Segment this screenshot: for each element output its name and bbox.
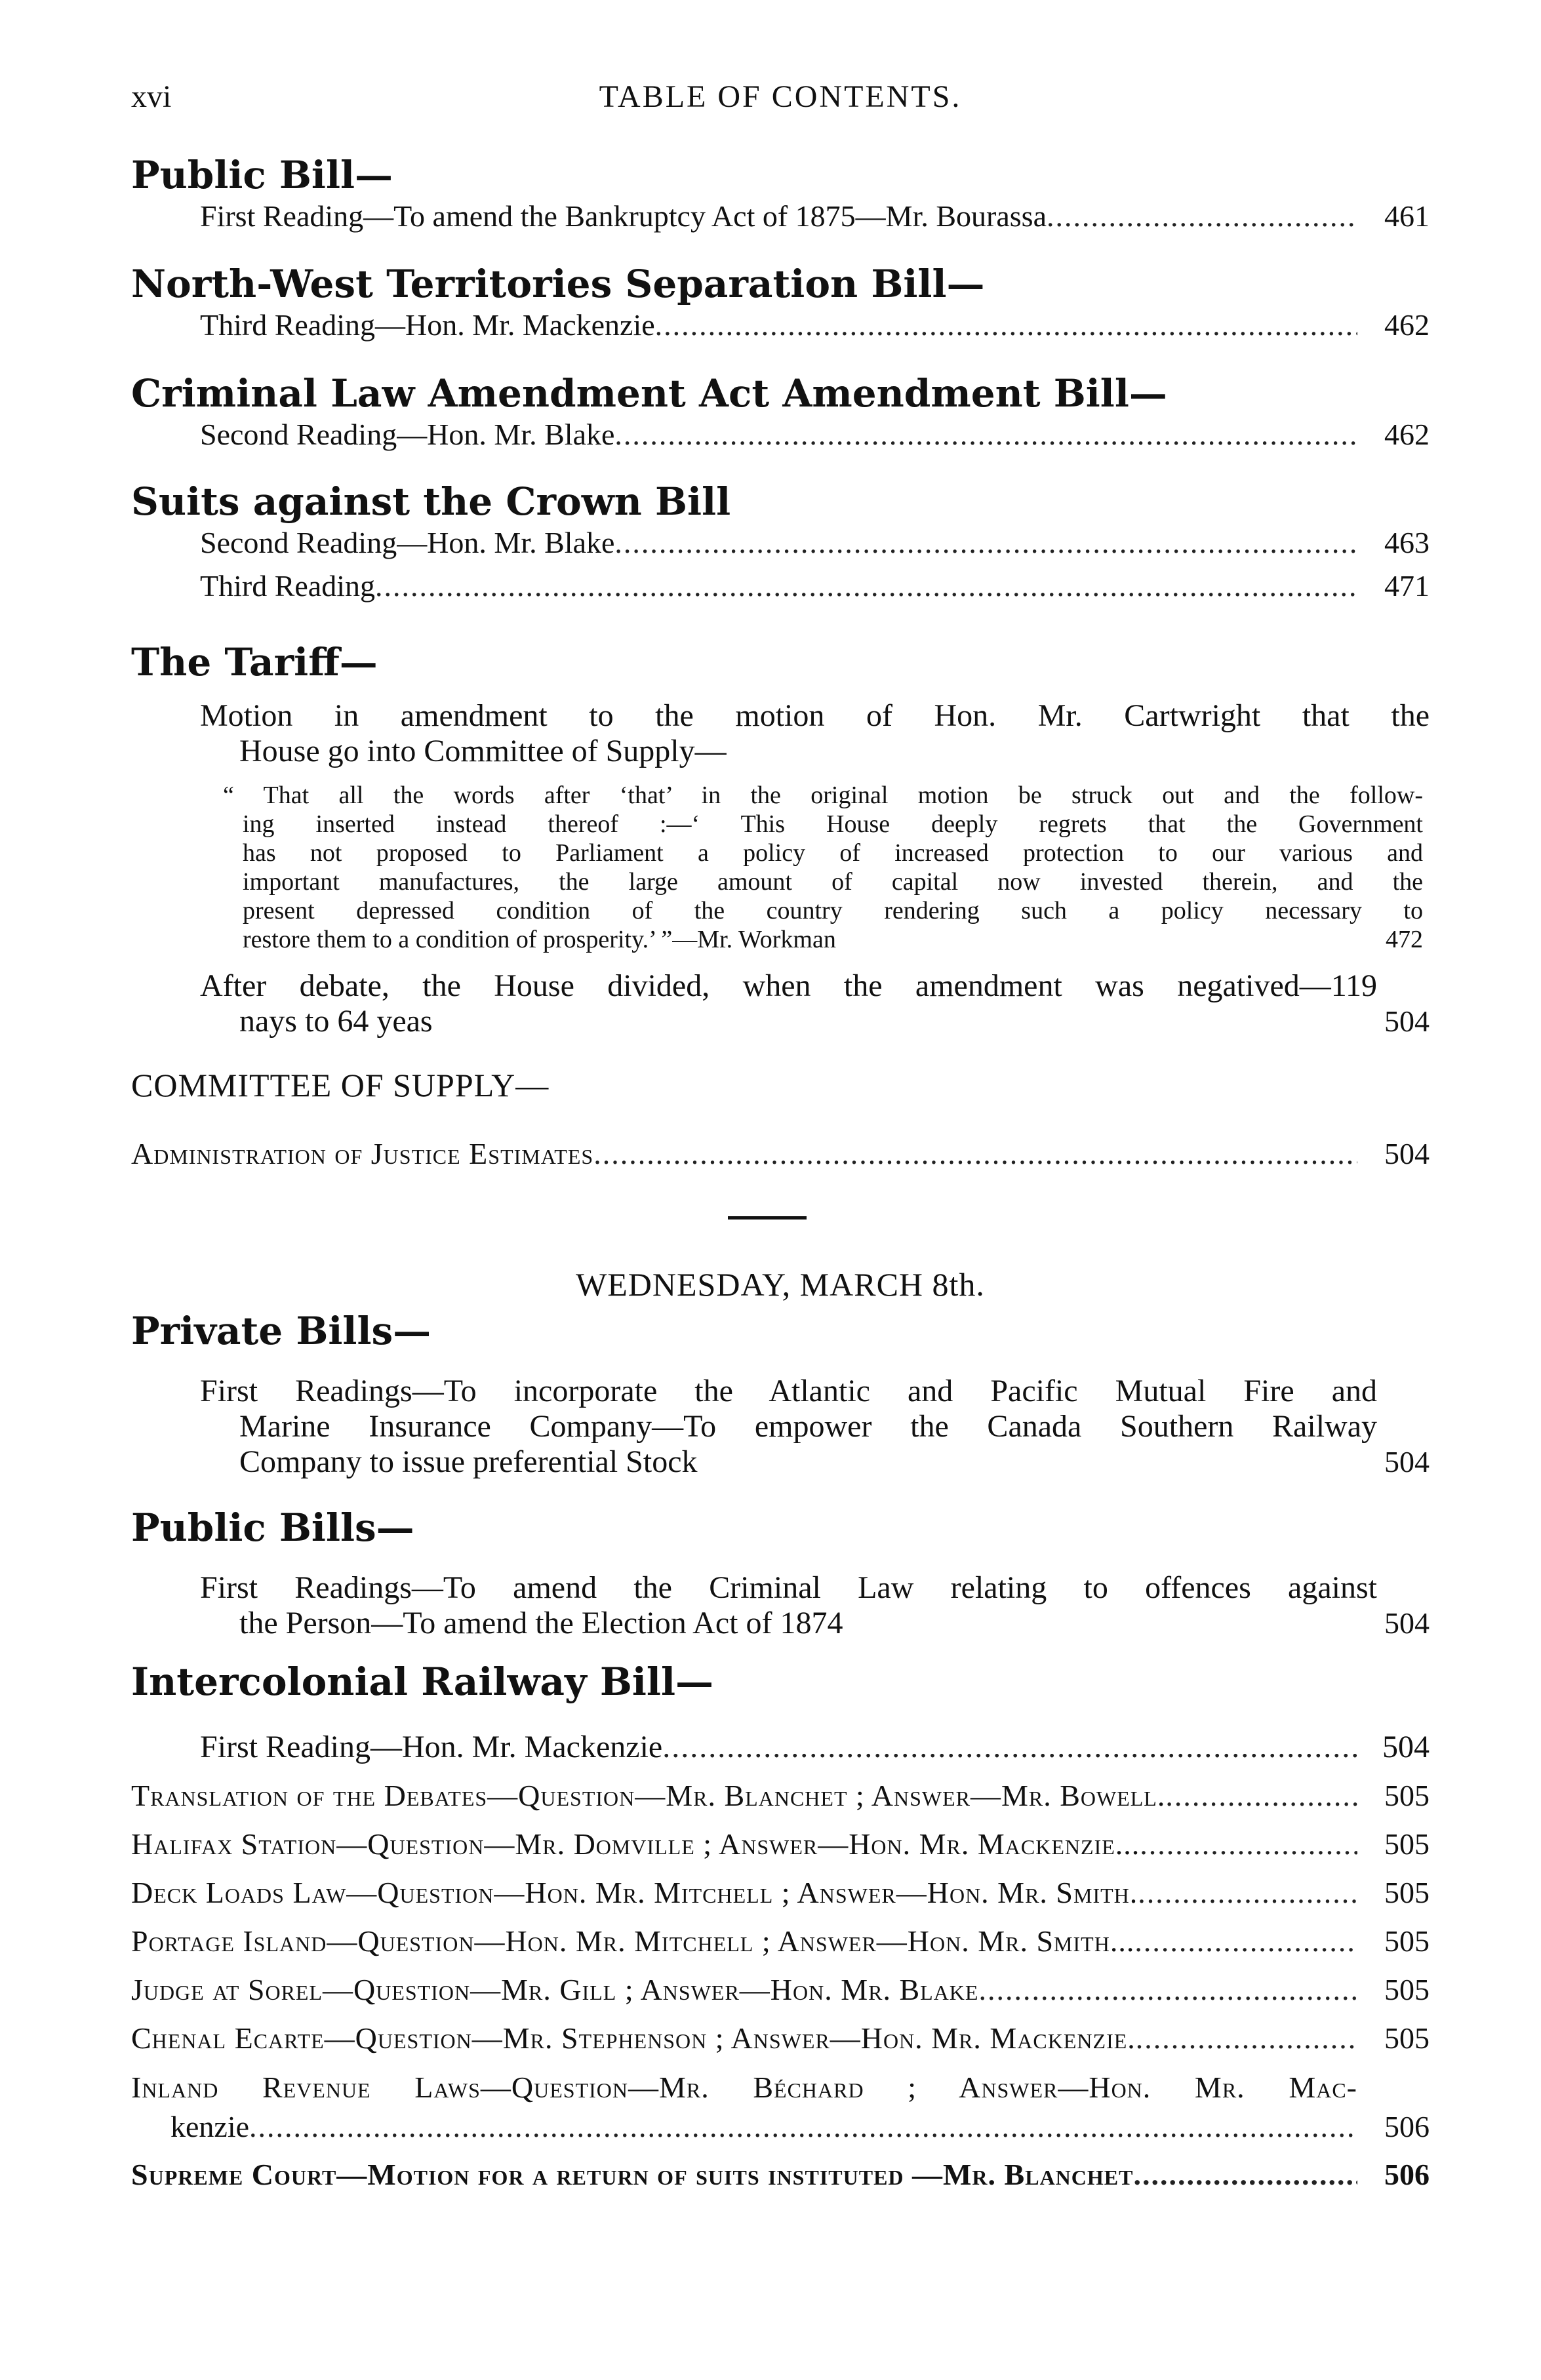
entry-text: Portage Island—Question—Hon. Mr. Mitchell ; Answer—Hon. Mr. Smith...: [131, 1924, 1135, 1958]
page-number: 504: [1384, 1445, 1430, 1478]
toc-entry: [200, 416, 1430, 453]
bill-last-line: [200, 1444, 1430, 1480]
page-number: 472: [1386, 926, 1423, 953]
page-number: 504: [1382, 1730, 1430, 1764]
entry-text: Translation of the Debates—Question—Mr. Blanchet ; Answer—Mr. Bowell.: [131, 1779, 1166, 1812]
section-heading: COMMITTEE OF SUPPLY—: [131, 1067, 550, 1103]
section-heading: Criminal Law Amendment Act Amendment Bill—: [131, 371, 1167, 416]
bill-line: First Readings—To amend the Criminal Law relating to offences against: [200, 1570, 1377, 1605]
page-number: 462: [1384, 418, 1430, 451]
page-number: 506: [1384, 2158, 1430, 2191]
dot-leader: [614, 525, 1357, 561]
section-tariff: [131, 639, 1430, 1039]
toc-entry: [131, 1136, 1430, 1172]
section-heading: Private Bills—: [131, 1309, 431, 1353]
section-heading: North-West Territories Separation Bill—: [131, 262, 985, 306]
quote-line: important manufactures, the large amount of capital now invested therein, and the: [243, 868, 1423, 896]
section-divider: [728, 1216, 807, 1220]
question-entry: [131, 1820, 1430, 1869]
section-criminal-law: [131, 370, 1430, 453]
section-heading: Public Bills—: [131, 1505, 414, 1550]
page-number: 471: [1384, 569, 1430, 603]
dot-leader: [1138, 1869, 1357, 1917]
entry-text: Inland Revenue Laws—Question—Mr. Béchard ; Answer—Hon. Mr. Mac-: [131, 2071, 1357, 2104]
entry-text: Administration of Justice Estimates: [131, 1137, 594, 1170]
toc-entry: [200, 1723, 1430, 1772]
section-committee-of-supply: [131, 1062, 1430, 1172]
dot-leader: [1140, 1820, 1357, 1869]
entry-text: Halifax Station—Question—Mr. Domville ; Answer—Hon. Mr. Mackenzie...: [131, 1827, 1140, 1861]
dot-leader: [655, 307, 1357, 344]
section-public-bills: [131, 1505, 1430, 1641]
page-header: [131, 79, 1430, 131]
debate-text: [200, 968, 1430, 1039]
page-number: 505: [1384, 1779, 1430, 1812]
entry-text: kenzie: [170, 2110, 250, 2143]
quote-line: ing inserted instead thereof :—‘ This House deeply regrets that the Government: [243, 810, 1423, 838]
page-number: 504: [1384, 1137, 1430, 1170]
debate-line: nays to 64 yeas: [239, 1004, 433, 1039]
question-entry: [131, 1966, 1430, 2014]
dot-leader: [1165, 1772, 1357, 1820]
question-entry: [131, 1917, 1430, 1966]
entry-text: Supreme Court—Motion for a return of suits instituted —Mr. Blanchet: [131, 2158, 1134, 2191]
page-number: 461: [1384, 199, 1430, 233]
motion-text: [200, 698, 1430, 769]
page-number: 505: [1384, 1924, 1430, 1958]
entry-text: First Reading—Hon. Mr. Mackenzie: [200, 1730, 663, 1764]
quote-last-line: [223, 925, 1423, 954]
section-public-bill: [131, 152, 1430, 235]
question-entry: [131, 2151, 1430, 2199]
bill-line: First Readings—To incorporate the Atlantic and Pacific Mutual Fire and: [200, 1374, 1377, 1408]
bill-line: the Person—To amend the Election Act of 1874: [239, 1606, 843, 1640]
page-number: 505: [1384, 1876, 1430, 1909]
page-number: 504: [1384, 1606, 1430, 1640]
dot-leader: [978, 1966, 1357, 2014]
entry-text: Judge at Sorel—Question—Mr. Gill ; Answer—Hon. Mr. Blake: [131, 1973, 979, 2006]
question-entry: [131, 1772, 1430, 1820]
entry-text: Second Reading—Hon. Mr. Blake: [200, 418, 615, 451]
section-north-west-territories: [131, 261, 1430, 344]
quote-line: “ That all the words after ‘that’ in the original motion be struck out and the follow-: [223, 782, 1423, 809]
section-heading: The Tariff—: [131, 640, 378, 684]
motion-line: House go into Committee of Supply—: [239, 734, 727, 768]
bill-line: Marine Insurance Company—To empower the Canada Southern Railway: [239, 1409, 1377, 1444]
section-private-bills: [131, 1308, 1430, 1480]
question-entry-multiline: [131, 2068, 1430, 2147]
toc-entry: [200, 568, 1430, 605]
quote-line: restore them to a condition of prosperity.’ ”—Mr. Workman: [243, 926, 836, 953]
amendment-quote: [223, 781, 1423, 954]
entry-text: First Reading—To amend the Bankruptcy Act of 1875—Mr. Bourassa: [200, 199, 1047, 233]
dot-leader: [593, 1136, 1357, 1172]
running-title: TABLE OF CONTENTS.: [599, 79, 962, 114]
question-list: [131, 1772, 1430, 2199]
dot-leader: [614, 416, 1357, 453]
section-heading: Intercolonial Railway Bill—: [131, 1659, 713, 1704]
toc-entry: [200, 307, 1430, 344]
quote-line: present depressed condition of the country rendering such a policy necessary to: [243, 897, 1423, 924]
entry-text: Deck Loads Law—Question—Hon. Mr. Mitchell ; Answer—Hon. Mr. Smith.: [131, 1876, 1138, 1909]
public-bills-text: [200, 1570, 1430, 1641]
entry-text: Second Reading—Hon. Mr. Blake: [200, 526, 615, 559]
dot-leader: [1134, 1917, 1357, 1966]
entry-text: Chenal Ecarte—Question—Mr. Stephenson ; Answer—Hon. Mr. Mackenzie.: [131, 2021, 1136, 2055]
debate-line: After debate, the House divided, when the amendment was negatived—119: [200, 968, 1377, 1003]
bill-line: Company to issue preferential Stock: [239, 1444, 698, 1479]
date-heading: WEDNESDAY, MARCH 8th.: [576, 1266, 985, 1303]
private-bills-text: [200, 1374, 1430, 1480]
quote-line: has not proposed to Parliament a policy of increased protection to our various and: [243, 839, 1423, 867]
motion-line: Motion in amendment to the motion of Hon. Mr. Cartwright that the: [200, 698, 1430, 733]
page-folio: xvi: [131, 79, 172, 114]
dot-leader: [1136, 2014, 1357, 2063]
bill-last-line: [200, 1606, 1430, 1641]
page-number: 463: [1384, 526, 1430, 559]
dot-leader: [375, 568, 1357, 605]
section-heading: Public Bill—: [131, 153, 393, 197]
question-entry: [131, 1869, 1430, 1917]
debate-last-line: [200, 1004, 1430, 1039]
question-entry: [131, 2014, 1430, 2063]
dot-leader: [1047, 198, 1357, 235]
section-heading: Suits against the Crown Bill: [131, 479, 731, 524]
dot-leader: [662, 1723, 1357, 1772]
page-number: 505: [1384, 1827, 1430, 1861]
section-intercolonial-railway: [131, 1659, 1430, 2199]
page-number: 506: [1384, 2110, 1430, 2143]
page-number: 462: [1384, 308, 1430, 342]
dot-leader: [249, 2107, 1357, 2147]
page-number: 505: [1384, 1973, 1430, 2006]
dot-leader: [1133, 2151, 1357, 2199]
page-number: 505: [1384, 2021, 1430, 2055]
entry-text: Third Reading—Hon. Mr. Mackenzie: [200, 308, 655, 342]
toc-entry: [200, 198, 1430, 235]
page-number: 504: [1384, 1004, 1430, 1038]
section-suits-crown: [131, 479, 1430, 605]
entry-text: Third Reading: [200, 569, 375, 603]
toc-entry: [200, 525, 1430, 561]
